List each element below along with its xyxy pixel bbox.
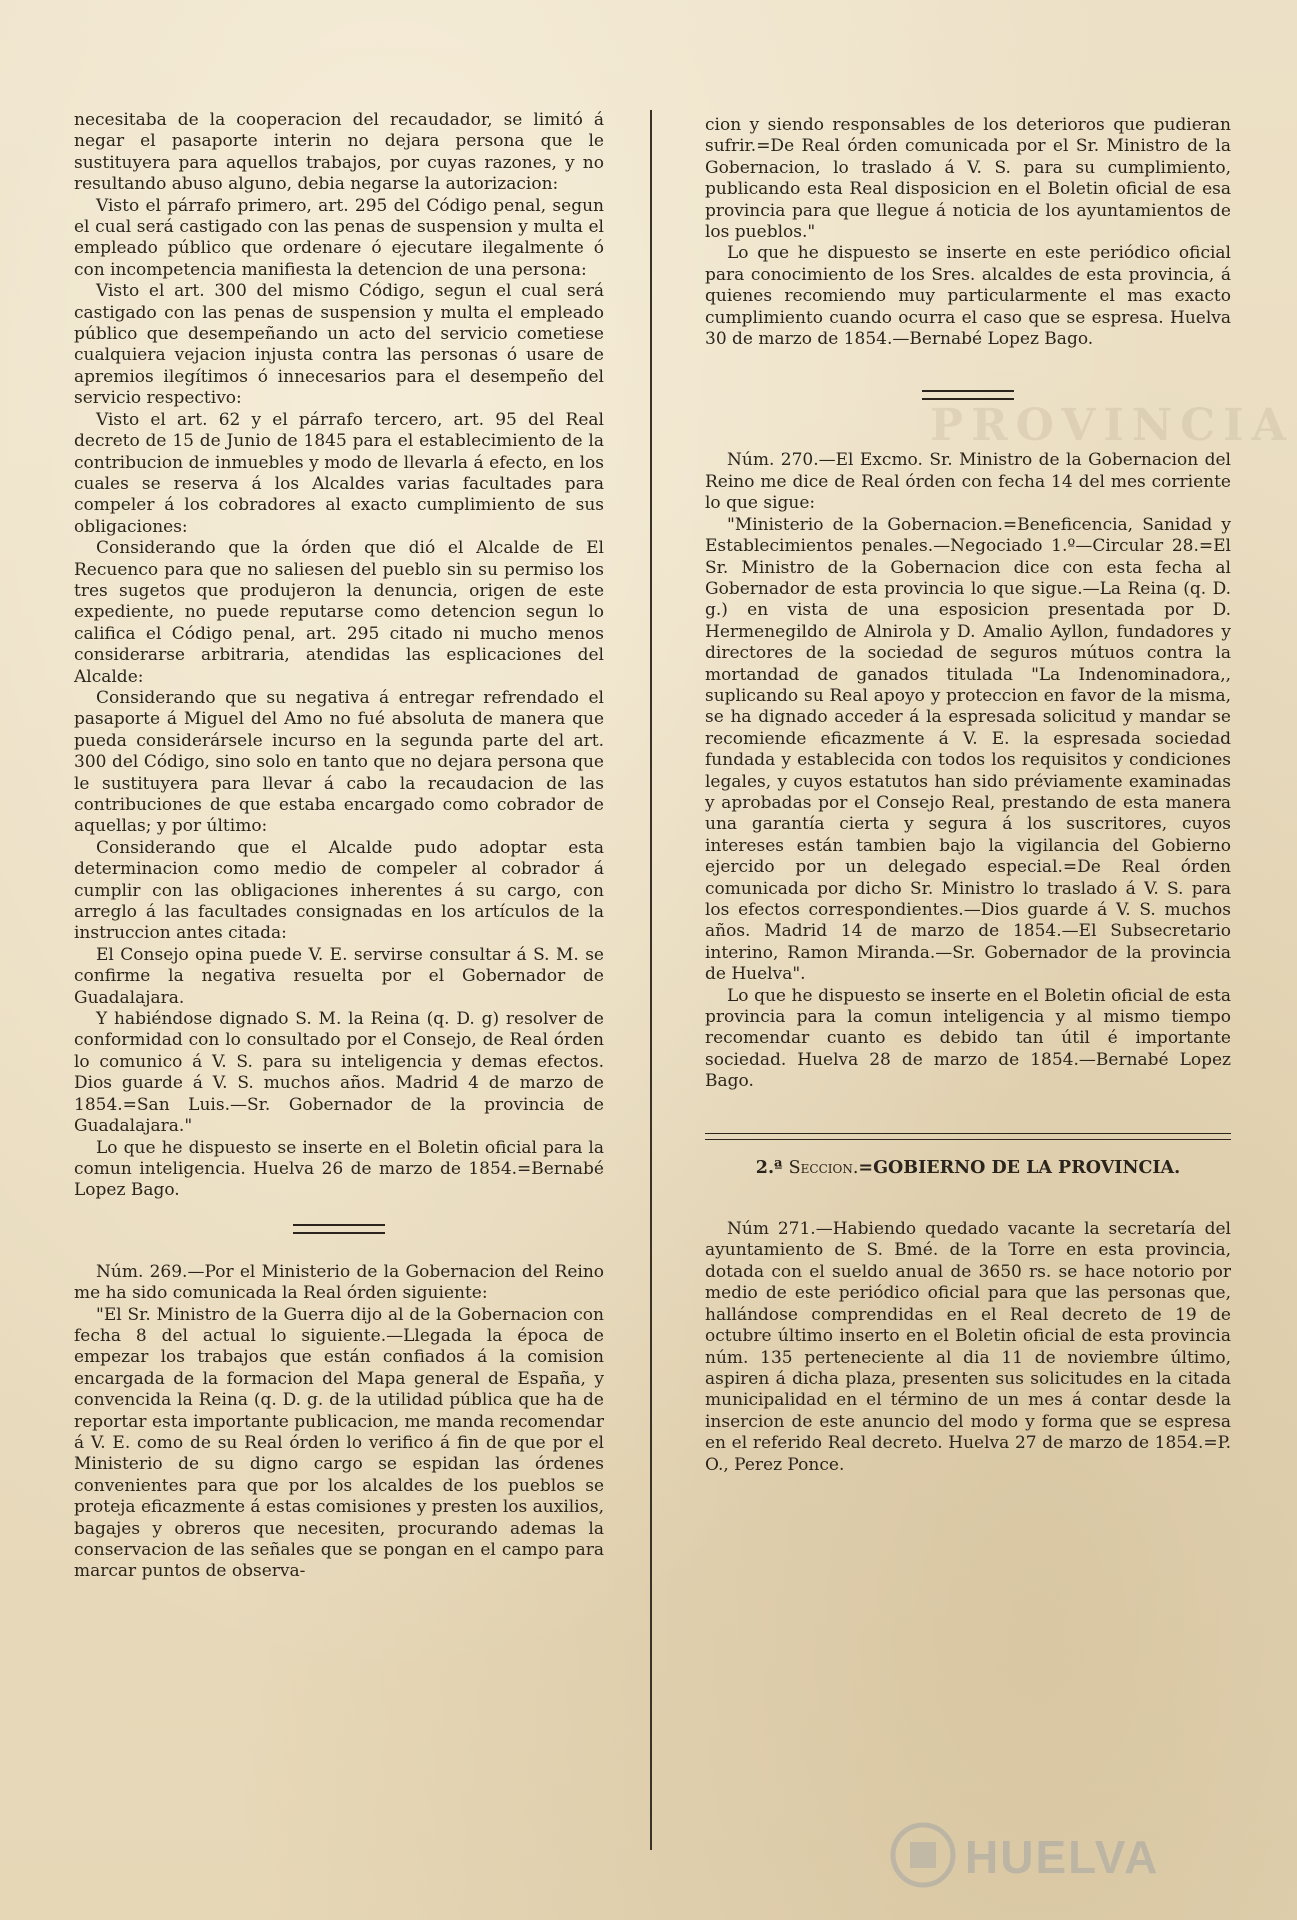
paragraph: Visto el párrafo primero, art. 295 del Código penal, segun el cual será castigado con las penas de suspension y multa el empleado público que ordenare ó ejecutare ilegalmente ó con incompetencia manifiesta la detencion de una persona:	[74, 195, 604, 280]
paragraph-num-269: Núm. 269.—Por el Ministerio de la Gobernacion del Reino me ha sido comunicada la Real órden siguiente:	[74, 1261, 604, 1304]
section-label: Seccion.	[788, 1157, 859, 1178]
paragraph: Lo que he dispuesto se inserte en el Boletin oficial de esta provincia para la comun inteligencia y al mismo tiempo recomendar cuanto es debido tan útil é importante sociedad. Huelva 28 de marzo de 1854.—Bernabé Lopez Bago.	[705, 985, 1231, 1092]
paragraph: "Ministerio de la Gobernacion.=Beneficencia, Sanidad y Establecimientos penales.—Negociado 1.º—Circular 28.=El Sr. Ministro de la Gobernacion dice con esta fecha al Gobernador de esta provincia lo que sigue.—La Reina (q. D. g.) en vista de una esposicion presentada por D. Hermenegildo de Alnirola y D. Amalio Ayllon, fundadores y directores de la sociedad de seguros mútuos contra la mortandad de ganados titulada "La Indenominadora,, suplicando su Real apoyo y proteccion en favor de la misma, se ha dignado acceder á la espresada solicitud y mandar se recomiende eficazmente á V. E. la espresada sociedad fundada y establecida con todos los requisitos y condiciones legales, y cuyos estatutos han sido préviamente examinadas y aprobadas por el Consejo Real, prestando de esta manera una garantía cierta y segura á los suscritores, cuyos intereses están tambien bajo la vigilancia del Gobierno ejercido por un delegado especial.=De Real órden comunicada por dicho Sr. Ministro lo traslado á V. S. para los efectos correspondientes.—Dios guarde á V. S. muchos años. Madrid 14 de marzo de 1854.—El Subsecretario interino, Ramon Miranda.—Sr. Gobernador de la provincia de Huelva".	[705, 514, 1231, 985]
separator-rule	[705, 1133, 1231, 1140]
left-column	[74, 110, 604, 1583]
section-heading	[705, 1158, 1231, 1179]
paragraph: Visto el art. 300 del mismo Código, segun el cual será castigado con las penas de suspension y multa el empleado público que desempeñando un acto del servicio cometiese cualquiera vejacion injusta contra las personas ó usare de apremios ilegítimos ó innecesarios para el desempeño del servicio respectivo:	[74, 281, 604, 409]
paragraph: Considerando que su negativa á entregar refrendado el pasaporte á Miguel del Amo no fué absoluta de manera que pueda considerársele incurso en la segunda parte del art. 300 del Código, sino solo en tanto que no dejara persona que le sustituyera para llevar á cabo la recaudacion de las contribuciones de que estaba encargado como cobrador de aquellas; y por último:	[74, 687, 604, 837]
paragraph-num-270: Núm. 270.—El Excmo. Sr. Ministro de la Gobernacion del Reino me dice de Real órden con fecha 14 del mes corriente lo que sigue:	[705, 450, 1231, 514]
paragraph: El Consejo opina puede V. E. servirse consultar á S. M. se confirme la negativa resuelta por el Gobernador de Guadalajara.	[74, 944, 604, 1008]
paragraph: "El Sr. Ministro de la Guerra dijo al de la Gobernacion con fecha 8 del actual lo siguiente.—Llegada la época de empezar los trabajos que están confiados á la comision encargada de la formacion del Mapa general de España, y convencida la Reina (q. D. g. de la utilidad pública que ha de reportar esta importante publicacion, me manda recomendar á V. E. como de su Real órden lo verifico á fin de que por el Ministerio de su digno cargo se espidan las órdenes convenientes para que por los alcaldes de los pueblos se proteja eficazmente á estas comisiones y presten los auxilios, bagajes y obreros que necesiten, procurando ademas la conservacion de las señales que se pongan en el campo para marcar puntos de observa-	[74, 1304, 604, 1582]
paragraph: necesitaba de la cooperacion del recaudador, se limitó á negar el pasaporte interin no dejara persona que le sustituyera para aquellos trabajos, por cuyas razones, y no resultando abuso alguno, debia negarse la autorizacion:	[74, 110, 604, 195]
separator-rule	[293, 1224, 385, 1234]
diputacion-logo-icon	[888, 1820, 958, 1890]
paragraph: Considerando que la órden que dió el Alcalde de El Recuenco para que no saliesen del pueblo sin su permiso los tres sugetos que produjeron la denuncia, origen de este expediente, no puede reputarse como detencion segun lo califica el Código penal, art. 295 citado ni mucho menos considerarse arbitraria, atendidas las esplicaciones del Alcalde:	[74, 538, 604, 687]
paragraph: Visto el art. 62 y el párrafo tercero, art. 95 del Real decreto de 15 de Junio de 1845 para el establecimiento de la contribucion de inmuebles y modo de llevarla á efecto, en los cuales se reserva á los Alcaldes varias facultades para compeler á los cobradores al exacto cumplimiento de sus obligaciones:	[74, 409, 604, 537]
section-title: =GOBIERNO DE LA PROVINCIA.	[858, 1157, 1181, 1178]
watermark-provincia: PROVINCIA	[930, 400, 1294, 451]
column-divider	[650, 110, 652, 1850]
separator-rule	[922, 390, 1014, 400]
paragraph: Lo que he dispuesto se inserte en el Boletin oficial para la comun inteligencia. Huelva 26 de marzo de 1854.=Bernabé Lopez Bago.	[74, 1137, 604, 1201]
paragraph: Y habiéndose dignado S. M. la Reina (q. D. g) resolver de conformidad con lo consultado por el Consejo, de Real órden lo comunico á V. S. para su inteligencia y demas efectos. Dios guarde á V. S. muchos años. Madrid 4 de marzo de 1854.=San Luis.—Sr. Gobernador de la provincia de Guadalajara."	[74, 1009, 604, 1137]
watermark-huelva: HUELVA	[965, 1831, 1160, 1883]
paragraph: Lo que he dispuesto se inserte en este periódico oficial para conocimiento de los Sres. alcaldes de esta provincia, á quienes recomiendo muy particularmente el mas exacto cumplimiento cuando ocurra el caso que se espresa. Huelva 30 de marzo de 1854.—Bernabé Lopez Bago.	[705, 243, 1231, 350]
paragraph-num-271: Núm 271.—Habiendo quedado vacante la secretaría del ayuntamiento de S. Bmé. de la Torre en esta provincia, dotada con el sueldo anual de 3650 rs. se hace notorio por medio de este periódico oficial para que las personas que, hallándose comprendidas en el Real decreto de 19 de octubre último inserto en el Boletin oficial de esta provincia núm. 135 perteneciente al dia 11 de noviembre último, aspiren á dicha plaza, presenten sus solicitudes en la citada municipalidad en el término de un mes á contar desde la insercion de este anuncio del modo y forma que se espresa en el referido Real decreto. Huelva 27 de marzo de 1854.=P. O., Perez Ponce.	[705, 1219, 1231, 1475]
paragraph: Considerando que el Alcalde pudo adoptar esta determinacion como medio de compeler al cobrador á cumplir con las obligaciones inherentes á su cargo, con arreglo á las facultades consignadas en los artículos de la instruccion antes citada:	[74, 837, 604, 944]
paragraph: cion y siendo responsables de los deterioros que pudieran sufrir.=De Real órden comunicada por el Sr. Ministro de la Gobernacion, lo traslado á V. S. para su cumplimiento, publicando esta Real disposicion en el Boletin oficial de esa provincia para que llegue á noticia de los ayuntamientos de los pueblos."	[705, 115, 1231, 243]
section-number: 2.ª	[755, 1157, 783, 1178]
spacer	[705, 1201, 1231, 1219]
right-column	[705, 115, 1231, 1476]
